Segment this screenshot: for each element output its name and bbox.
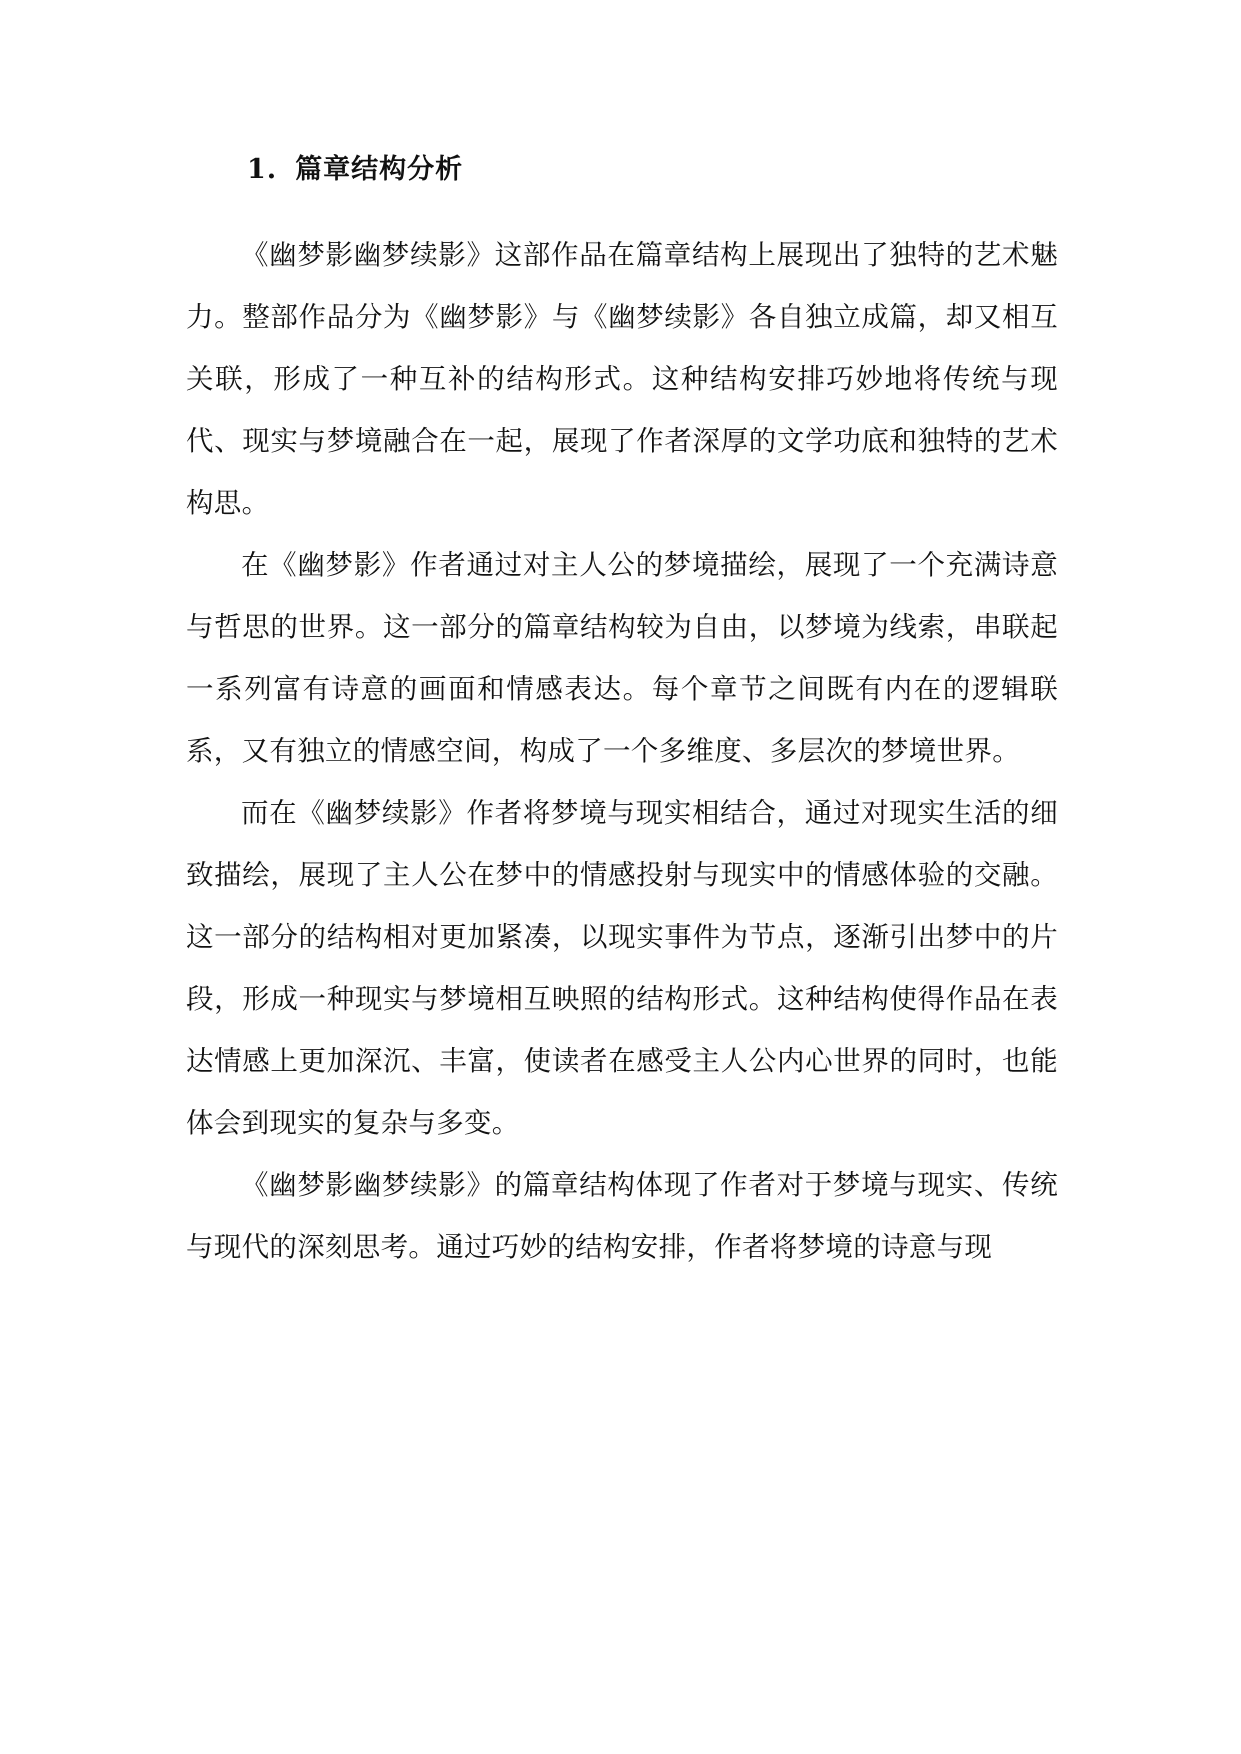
section-title: 篇章结构分析 bbox=[295, 154, 464, 185]
section-heading bbox=[247, 150, 463, 190]
paragraph-2: 在《幽梦影》作者通过对主人公的梦境描绘，展现了一个充满诗意与哲思的世界。这一部分的篇章结构较为自由，以梦境为线索，串联起一系列富有诗意的画面和情感表达。每个章节之间既有内在的逻辑联系，又有独立的情感空间，构成了一个多维度、多层次的梦境世界。 bbox=[186, 549, 1058, 767]
section-number: 1. bbox=[247, 154, 278, 185]
paragraph-1: 《幽梦影幽梦续影》这部作品在篇章结构上展现出了独特的艺术魅力。整部作品分为《幽梦影》与《幽梦续影》各自独立成篇，却又相互关联，形成了一种互补的结构形式。这种结构安排巧妙地将传统与现代、现实与梦境融合在一起，展现了作者深厚的文学功底和独特的艺术构思。 bbox=[186, 239, 1058, 519]
paragraph-4: 《幽梦影幽梦续影》的篇章结构体现了作者对于梦境与现实、传统与现代的深刻思考。通过巧妙的结构安排，作者将梦境的诗意与现 bbox=[186, 1169, 1058, 1263]
body-text bbox=[186, 224, 1058, 1278]
paragraph-3: 而在《幽梦续影》作者将梦境与现实相结合，通过对现实生活的细致描绘，展现了主人公在梦中的情感投射与现实中的情感体验的交融。这一部分的结构相对更加紧凑，以现实事件为节点，逐渐引出梦中的片段，形成一种现实与梦境相互映照的结构形式。这种结构使得作品在表达情感上更加深沉、丰富，使读者在感受主人公内心世界的同时，也能体会到现实的复杂与多变。 bbox=[186, 797, 1058, 1139]
